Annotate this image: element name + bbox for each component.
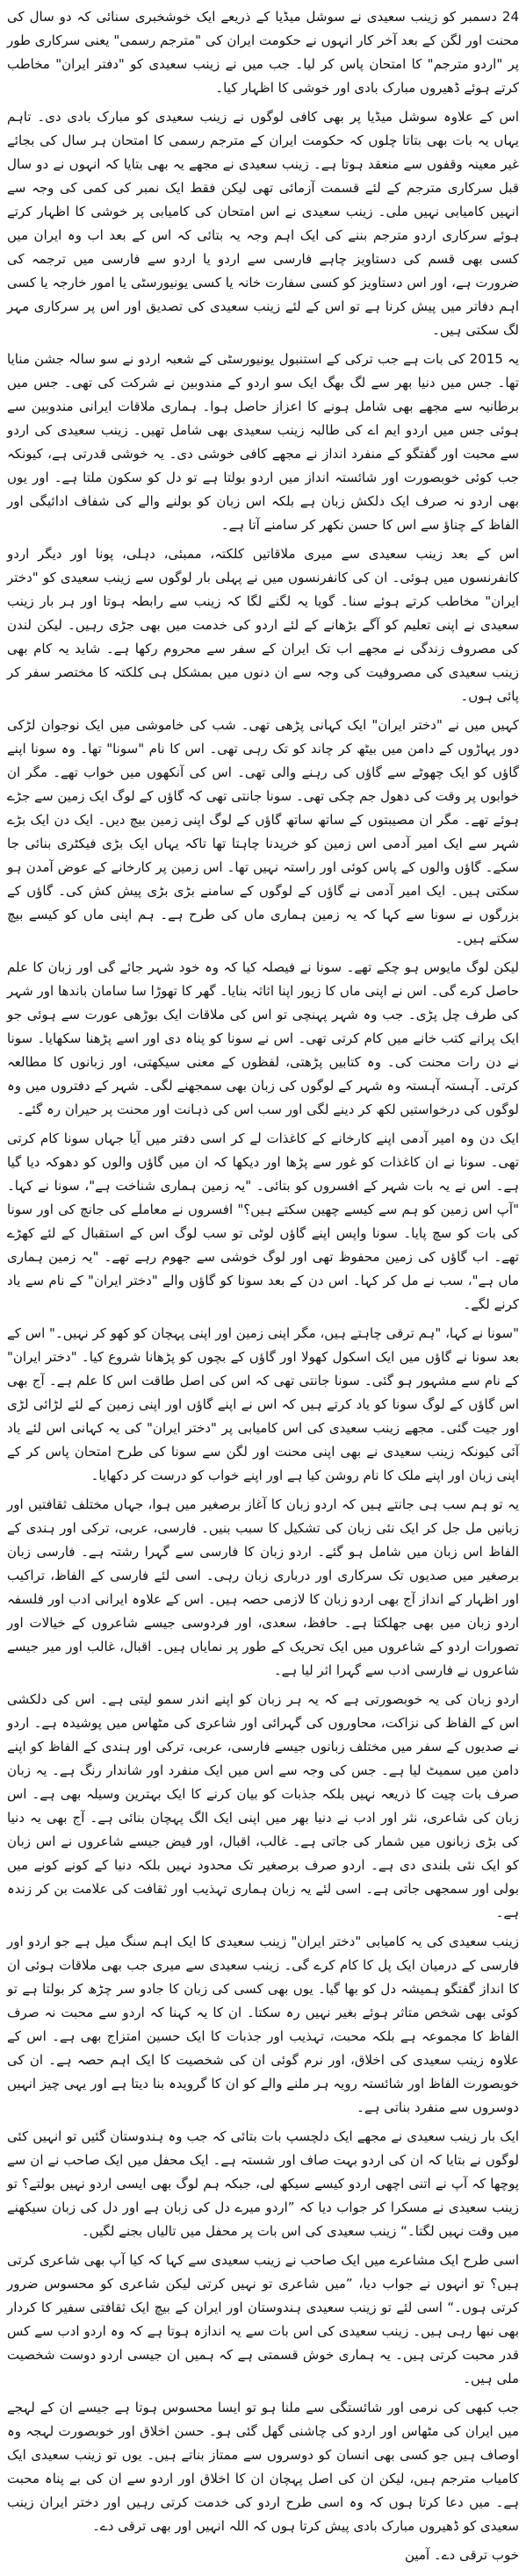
article-paragraph-9: یہ تو ہم سب ہی جانتے ہیں کہ اردو زبان کا آغاز برصغیر میں ہوا، جہاں مختلف ثقافتیں اور زبانیں مل جل کر ایک نئی زبان کی تشکیل کا سبب بنیں۔ فارسی، عربی، ترکی اور ہندی کے الفاظ اس زبان میں شامل ہو گئے۔ اردو زبان کا فارسی سے گہرا رشتہ ہے۔ فارسی زبان برصغیر میں صدیوں تک سرکاری اور درباری زبان رہی۔ اسی لئے فارسی کے الفاظ، تراکیب اور اظہار کے انداز آج بھی اردو زبان کا لازمی حصہ ہیں۔ اس کے علاوہ ایرانی ادب اور فلسفہ اردو زبان میں بھی جھلکتا ہے۔ حافظ، سعدی، اور فردوسی جیسے شاعروں کے خیالات اور تصورات اردو کے شاعروں میں ایک تحریک کے طور پر نمایاں ہیں۔ اقبال، غالب اور میر جیسے شاعروں نے فارسی ادب سے گہرا اثر لیا ہے۔ xyxy=(7,1496,519,1678)
article-paragraph-4: اس کے بعد زینب سعیدی سے میری ملاقاتیں کلکتہ، ممبئی، دہلی، پونا اور دیگر اردو کانفرنسوں میں ہوئی۔ ان کی کانفرنسوں میں نے پہلی بار لوگوں سے زینب سعیدی کو "دختر ایران" مخاطب کرتے ہوئے سنا۔ گویا یہ لگنے لگا کہ زینب سے رابطہ ہوتا اور ہر بار زینب سعیدی نے اپنی تعلیم کو آگے بڑھانے کے لئے اردو کی خدمت میں بھی جڑی رہیں۔ لیکن لندن کی مصروف زندگی نے مجھے اب تک ایران کے سفر سے محروم رکھا ہے۔ شاید یہ کام بھی زینب سعیدی کی مصروفیت کی وجہ سے ان دنوں میں بمشکل ہی کلکتہ کا مختصر سفر کر پائی ہوں۔ xyxy=(7,546,519,704)
article-paragraph-8: "سونا نے کہا، "ہم ترقی چاہتے ہیں، مگر اپنی زمین اور اپنی پہچان کو کھو کر نہیں۔" اس کے بعد سونا نے گاؤں میں ایک اسکول کھولا اور گاؤں کے بچوں کو پڑھانا شروع کیا۔ "دختر ایران" کے نام سے مشہور ہو گئی۔ سونا جانتی تھی کہ اس کی اصل طاقت اس کا علم ہے۔ آج بھی اس گاؤں کے لوگ سونا کو یاد کرتے ہیں کہ اس نے اپنے گاؤں اور اپنی زمین کے لئے لڑائی لڑی اور جیت گئی۔ مجھے زینب سعیدی کی اس کامیابی پر "دختر ایران" کی یہ کہانی اس لئے یاد آئی کیونکہ زینب سعیدی نے بھی اپنی محنت اور لگن سے سونا کی طرح امتحان پاس کر کے اپنی زبان اور اپنے ملک کا نام روشن کیا ہے اور اپنے خواب کو درست کر دکھایا۔ xyxy=(7,1325,519,1483)
article-paragraph-11: زینب سعیدی کی یہ کامیابی "دختر ایران" زینب سعیدی کا ایک اہم سنگ میل ہے جو اردو اور فارسی کے درمیان ایک پل کا کام کرے گی۔ زینب سعیدی سے میری جب بھی ملاقات ہوئی ان کا انداز گفتگو ہمیشہ دل کو بھا گیا۔ یوں بھی کسی کی زبان کا جادو سر چڑھ کر بولتا ہے تو کوئی بھی شخص متاثر ہوئے بغیر نہیں رہ سکتا۔ ان کا یہ کہنا کہ اردو سے محبت نہ صرف الفاظ کا مجموعہ ہے بلکہ محبت، تہذیب اور جذبات کا ایک حسین امتزاج بھی ہے۔ اس کے علاوہ زینب سعیدی کی اخلاق، اور نرم گوئی ان کی شخصیت کا ایک اہم حصہ ہے۔ ان کی خوبصورت الفاظ اور شائستہ رویہ ہر ملنے والے کو ان کا گرویدہ بنا دیتا ہے اور یہی چیز انہیں دوسروں سے منفرد بناتی ہے۔ xyxy=(7,1934,519,2115)
article-paragraph-1: 24 دسمبر کو زینب سعیدی نے سوشل میڈیا کے ذریعے ایک خوشخبری سنائی کہ دو سال کی محنت اور لگن کے بعد آخر کار انہوں نے حکومت ایران کی "مترجم رسمی" یعنی سرکاری طور پر "اردو مترجم" کا امتحان پاس کر لیا۔ جب میں نے زینب سعیدی کو "دفتر ایران" مخاطب کرتے ہوئے ڈھیروں مبارک بادی اور خوشی کا اظہار کیا۔ xyxy=(7,9,519,96)
article-paragraph-6: لیکن لوگ مایوس ہو چکے تھے۔ سونا نے فیصلہ کیا کہ وہ خود شہر جائے گی اور زبان کا علم حاصل کرے گی۔ اس نے اپنی ماں کا زیور اپنا اثاثہ بنایا۔ گھر کا تھوڑا سا سامان باندھا اور شہر کی طرف چل پڑی۔ جب وہ شہر پہنچی تو اس کی ملاقات ایک بوڑھی عورت سے ہوئی جو ایک پرانے کتب خانے میں کام کرتی تھی۔ اس نے سونا کو پناہ دی اور اسے پڑھنا سکھایا۔ سونا نے دن رات محنت کی۔ وہ کتابیں پڑھتی، لفظوں کے معنی سیکھتی، اور زبانوں کا مطالعہ کرتی۔ آہستہ آہستہ وہ شہر کے لوگوں کی زبان بھی سمجھنے لگی۔ شہر کے دفتروں میں وہ لوگوں کی درخواستیں لکھ کر دینے لگی اور سب اس کی ذہانت اور محنت پر حیران رہ گئے۔ xyxy=(7,959,519,1117)
article-paragraph-12: ایک بار زینب سعیدی نے مجھے ایک دلچسپ بات بتائی کہ جب وہ ہندوستان گئیں تو انہیں کئی لوگوں نے بتایا کہ ان کی اردو بہت صاف اور شستہ ہے۔ ایک محفل میں ایک صاحب نے ان سے پوچھا کہ آپ نے اتنی اچھی اردو کیسے سیکھ لی، جبکہ ہم لوگ بھی ایسی اردو نہیں بولتے؟ تو زینب سعیدی نے مسکرا کر جواب دیا کہ ”اردو میرے دل کی زبان ہے اور دل کی زبان سیکھنے میں وقت نہیں لگتا۔“ زینب سعیدی کی اس بات پر محفل میں تالیاں بجنے لگیں۔ xyxy=(7,2128,519,2239)
article-paragraph-10: اردو زبان کی یہ خوبصورتی ہے کہ یہ ہر زبان کو اپنے اندر سمو لیتی ہے۔ اس کی دلکشی اس کے الفاظ کی نزاکت، محاوروں کی گہرائی اور شاعری کی مٹھاس میں پوشیدہ ہے۔ اردو نے صدیوں کے سفر میں مختلف زبانوں جیسے فارسی، عربی، ترکی اور ہندی کے الفاظ کو اپنے دامن میں سمیٹ لیا ہے۔ جس کی وجہ سے اس میں ایک منفرد اور شاندار رنگ ہے۔ یہ زبان صرف بات چیت کا ذریعہ نہیں بلکہ جذبات کو بیان کرنے کا ایک بہترین وسیلہ بھی ہے۔ اس زبان کی شاعری، نثر اور ادب نے دنیا بھر میں اپنی ایک الگ پہچان بنائی ہے۔ آج بھی یہ دنیا کی بڑی زبانوں میں شمار کی جاتی ہے۔ غالب، اقبال، اور فیض جیسے شاعروں نے اس زبان کو ایک نئی بلندی دی ہے۔ اردو صرف برصغیر تک محدود نہیں بلکہ دنیا کے کونے کونے میں بولی اور سمجھی جاتی ہے۔ اسی لئے یہ زبان ہماری تہذیب اور ثقافت کی علامت بن کر زندہ ہے۔ xyxy=(7,1691,519,1920)
article-paragraph-14: جب کبھی کی نرمی اور شائستگی سے ملنا ہو تو ایسا محسوس ہوتا ہے جیسے ان کے لہجے میں ایران کی مٹھاس اور اردو کی چاشنی گھل گئی ہو۔ حسن اخلاق اور خوبصورت لہجہ وہ اوصاف ہیں جو کسی بھی انسان کو دوسروں سے ممتاز بناتے ہیں۔ یوں تو زینب سعیدی ایک کامیاب مترجم ہیں، لیکن ان کی اصل پہچان ان کا اخلاق اور اردو سے ان کی بے پناہ محبت ہے۔ میں دعا کرتا ہوں کہ وہ اسی طرح اردو کی خدمت کرتی رہیں اور دختر ایران زینب سعیدی کو ڈھیروں مبارک بادی پیش کرتا ہوں کہ اللہ انہیں اور بھی ترقی دے۔ xyxy=(7,2400,519,2534)
article-paragraph-2: اس کے علاوہ سوشل میڈیا پر بھی کافی لوگوں نے زینب سعیدی کو مبارک بادی دی۔ تاہم یہاں یہ بات بھی بتاتا چلوں کہ حکومت ایران کے مترجم رسمی کا امتحان ہر سال کی بجائے غیر معینہ وقفوں سے منعقد ہوتا ہے۔ زینب سعیدی نے مجھے یہ بھی بتایا کہ انہوں نے دو سال قبل سرکاری مترجم کے لئے قسمت آزمائی تھی لیکن فقط ایک نمبر کی کمی کی وجہ سے انہیں کامیابی نہیں ملی۔ زینب سعیدی نے اس امتحان کی کامیابی پر خوشی کا اظہار کرتے ہوئے سرکاری اردو مترجم بننے کی ایک اہم وجہ یہ بتائی کہ اس کے بعد اب وہ ایران میں کسی بھی قسم کی دستاویز چاہے فارسی سے اردو یا اردو سے فارسی میں ترجمہ کی ضرورت ہے، اور اس دستاویز کو کسی سفارت خانہ یا کسی یونیورسٹی یا امور خارجہ یا کسی اہم دفاتر میں پیش کرنا ہے تو اس کے لئے زینب سعیدی کی تصدیق اور اس پر سرکاری مہر لگ سکتی ہیں۔ xyxy=(7,109,519,338)
article-paragraph-5: کہیں میں نے "دختر ایران" ایک کہانی پڑھی تھی۔ شب کی خاموشی میں ایک نوجوان لڑکی دور پہاڑوں کے دامن میں بیٹھ کر چاند کو تک رہی تھی۔ اس کا نام "سونا" تھا۔ وہ سونا اپنے گاؤں کو ایک چھوٹے سے گاؤں کی رہنے والی تھی۔ اس کی آنکھوں میں خواب تھے۔ مگر ان خوابوں پر وقت کی دھول جم چکی تھی۔ سونا جانتی تھی کہ گاؤں کے لوگ ایک زمین سے جڑے ہوئے تھے۔ مگر ان مصیبتوں کے ساتھ ساتھ گاؤں کے لوگ اپنی زمین بیچ دیں۔ ایک دن ایک بڑے شہر سے ایک امیر آدمی اس زمین کو خریدنا چاہتا تھا تاکہ یہاں ایک بڑی فیکٹری بنائی جا سکے۔ گاؤں والوں کے پاس کوئی اور راستہ نہیں تھا۔ اس زمین پر کارخانے کے عوض آمدن ہو سکتی ہیں۔ ایک امیر آدمی نے گاؤں کے لوگوں کے سامنے بڑی بڑی پیش کش کی۔ گاؤں کے بزرگوں نے سونا سے کہا کہ یہ زمین ہماری ماں کی طرح ہے۔ ہم اپنی ماں کو کیسے بیچ سکتے ہیں۔ xyxy=(7,717,519,946)
article-paragraph-7: ایک دن وہ امیر آدمی اپنے کارخانے کے کاغذات لے کر اسی دفتر میں آیا جہاں سونا کام کرتی تھی۔ سونا نے ان کاغذات کو غور سے پڑھا اور دیکھا کہ ان میں گاؤں والوں کو دھوکہ دیا گیا ہے۔ اس نے یہ بات شہر کے افسروں کو بتائی۔ "یہ زمین ہماری شناخت ہے"، سونا نے کہا۔ "آپ اس زمین کو ہم سے کیسے چھین سکتے ہیں؟" افسروں نے معاملے کی جانچ کی اور سونا کی بات کو سچ پایا۔ سونا واپس اپنے گاؤں لوٹی تو سب لوگ اس کے استقبال کے لئے کھڑے تھے۔ اب گاؤں کی زمین محفوظ تھی اور لوگ خوشی سے جھوم رہے تھے۔ "یہ زمین ہماری ماں ہے"، سب نے مل کر کہا۔ اس دن کے بعد سونا کو گاؤں والے "دختر ایران" کے نام سے یاد کرنے لگے۔ xyxy=(7,1130,519,1312)
article-paragraph-3: یہ 2015 کی بات ہے جب ترکی کے استنبول یونیورسٹی کے شعبہ اردو نے سو سالہ جشن منایا تھا۔ جس میں دنیا بھر سے لگ بھگ ایک سو اردو کے مندوبین نے شرکت کی تھی۔ جس میں برطانیہ سے مجھے بھی شامل ہونے کا اعزاز حاصل ہوا۔ ہماری ملاقات ایرانی مندوبین سے ہوئی جس میں اردو ایم اے کی طالبہ زینب سعیدی بھی شامل تھیں۔ زینب سعیدی کی اردو سے محبت اور گفتگو کے منفرد انداز نے مجھے کافی خوشی دی۔ یہ خوشی قدرتی ہے، کیونکہ جب کوئی خوبصورت اور شائستہ انداز میں اردو بولتا ہے تو دل کو سکون ملتا ہے۔ اور یوں بھی اردو نہ صرف ایک دلکش زبان ہے بلکہ اس زبان کو بولنے والے کی شفاف ادائیگی اور الفاظ کے چناؤ سے اس کا حسن نکھر کر سامنے آتا ہے۔ xyxy=(7,351,519,533)
article-paragraph-15: خوب ترقی دے۔ آمین xyxy=(405,2547,519,2563)
article-paragraph-13: اسی طرح ایک مشاعرے میں ایک صاحب نے زینب سعیدی سے کہا کہ کیا آپ بھی شاعری کرتی ہیں؟ تو انہوں نے جواب دیا، ”میں شاعری تو نہیں کرتی لیکن شاعری کو محسوس ضرور کرتی ہوں۔“ اسی لئے تو زینب سعیدی ہندوستان اور ایران کے بیچ ایک ثقافتی سفیر کا کردار بھی نبھا رہی ہیں۔ زینب سعیدی کی اس بات سے یہ اندازہ ہوتا ہے کہ وہ اردو ادب سے کس قدر محبت کرتی ہیں۔ یہ ہماری خوش قسمتی ہے کہ ہمیں ان جیسی اردو دوست شخصیت ملی ہیں۔ xyxy=(7,2252,519,2386)
